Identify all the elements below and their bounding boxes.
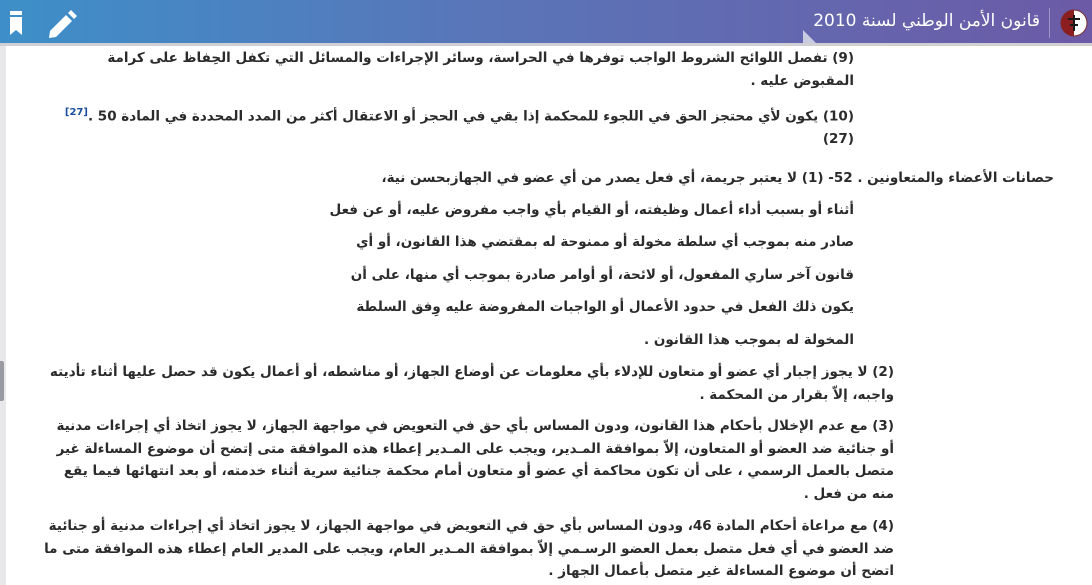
paragraph-4: (4) مع مراعاة أحكام المادة 46، ودون المساس بأي حق في التعويض في مواجهة الجهاز، لا يجوز اتخاذ أي إجراءات مدنية أو جنائية ضد العضو في أي فعل متصل بعمل العضو الرسـمي إلاّ بموافقة المـدير العام، ويجب على المدير العام إعطاء هذه الموافقة متى ما اتضح أن موضوع المساءلة غير متصل بأعمال الجهاز . <box>44 518 894 579</box>
article-52-heading: حصانات الأعضاء والمتعاونين . 52- (1) لا يعتبر جريمة، أي فعل يصدر من أي عضو في الجهازبحسن نية، <box>381 170 1054 186</box>
article-52-line-2: صادر منه بموجب أي سلطة مخولة أو ممنوحة له بمقتضي هذا القانون، أو أي <box>356 234 854 250</box>
corner-triangle <box>803 30 816 43</box>
paragraph-10-tail: (27) <box>822 130 854 147</box>
paragraph-10-text: (10) يكون لأي محتجز الحق في اللجوء للمحكمة إذا بقي في الحجز أو الاعتقال أكثر من المدد المحددة في المادة 50 . <box>87 108 854 125</box>
sidebar-handle[interactable] <box>0 361 4 401</box>
title-divider <box>1049 8 1050 38</box>
logo-icon[interactable] <box>1060 9 1088 37</box>
article-52-line-3: قانون آخر ساري المفعول، أو لائحة، أو أوامر صادرة بموجب أي منها، على أن <box>350 267 854 283</box>
bookmark-icon[interactable] <box>8 11 24 35</box>
page-title: قانون الأمن الوطني لسنة 2010 <box>813 11 1040 31</box>
article-52-line-1: أثناء أو بسبب أداء أعمال وظيفته، أو القيام بأي واجب مفروض عليه، أو عن فعل <box>329 202 854 218</box>
paragraph-10 <box>34 102 854 150</box>
paragraph-3: (3) مع عدم الإخلال بأحكام هذا القانون، ودون المساس بأي حق في التعويض في مواجهة الجهاز، لا يجوز اتخاذ أي إجراءات مدنية أو جنائية ضد العضو أو المتعاون، إلاّ بموافقة المـدير، ويجب على المـدير إعطاء هذه الموافقة متى إتضح أن موضوع المساءلة غير متصل بالعمل الرسمي ، على أن تكون محاكمة أي عضو أو متعاون أمام محكمة جنائية سرية أثناء خدمته، أو بعد انتهائها فيما يقع منه من فعل . <box>56 418 894 502</box>
article-52-line-4: يكون ذلك الفعل في حدود الأعمال أو الواجبات المفروضة عليه وِفق السلطة <box>356 299 854 315</box>
pencil-icon[interactable] <box>46 9 78 39</box>
top-bar <box>0 0 1092 46</box>
article-52-line-5: المخولة له بموجب هذا القانون . <box>643 332 854 348</box>
left-rail <box>0 46 6 585</box>
paragraph-2: (2) لا يجوز إجبار أي عضو أو متعاون للإدلاء بأي معلومات عن أوضاع الجهاز، أو مناشطه، أو أعمال يكون قد حصل عليها أثناء تأديته واجبه، إلاّ بقرار من المحكمة . <box>49 364 894 403</box>
paragraph-9: (9) تفصل اللوائح الشروط الواجب توفرها في الحراسة، وسائر الإجراءات والمسائل التي تكفل الحِفاظ على كرامة المقبوض عليه . <box>107 50 854 89</box>
footnote-link-27[interactable]: [27] <box>64 107 88 118</box>
